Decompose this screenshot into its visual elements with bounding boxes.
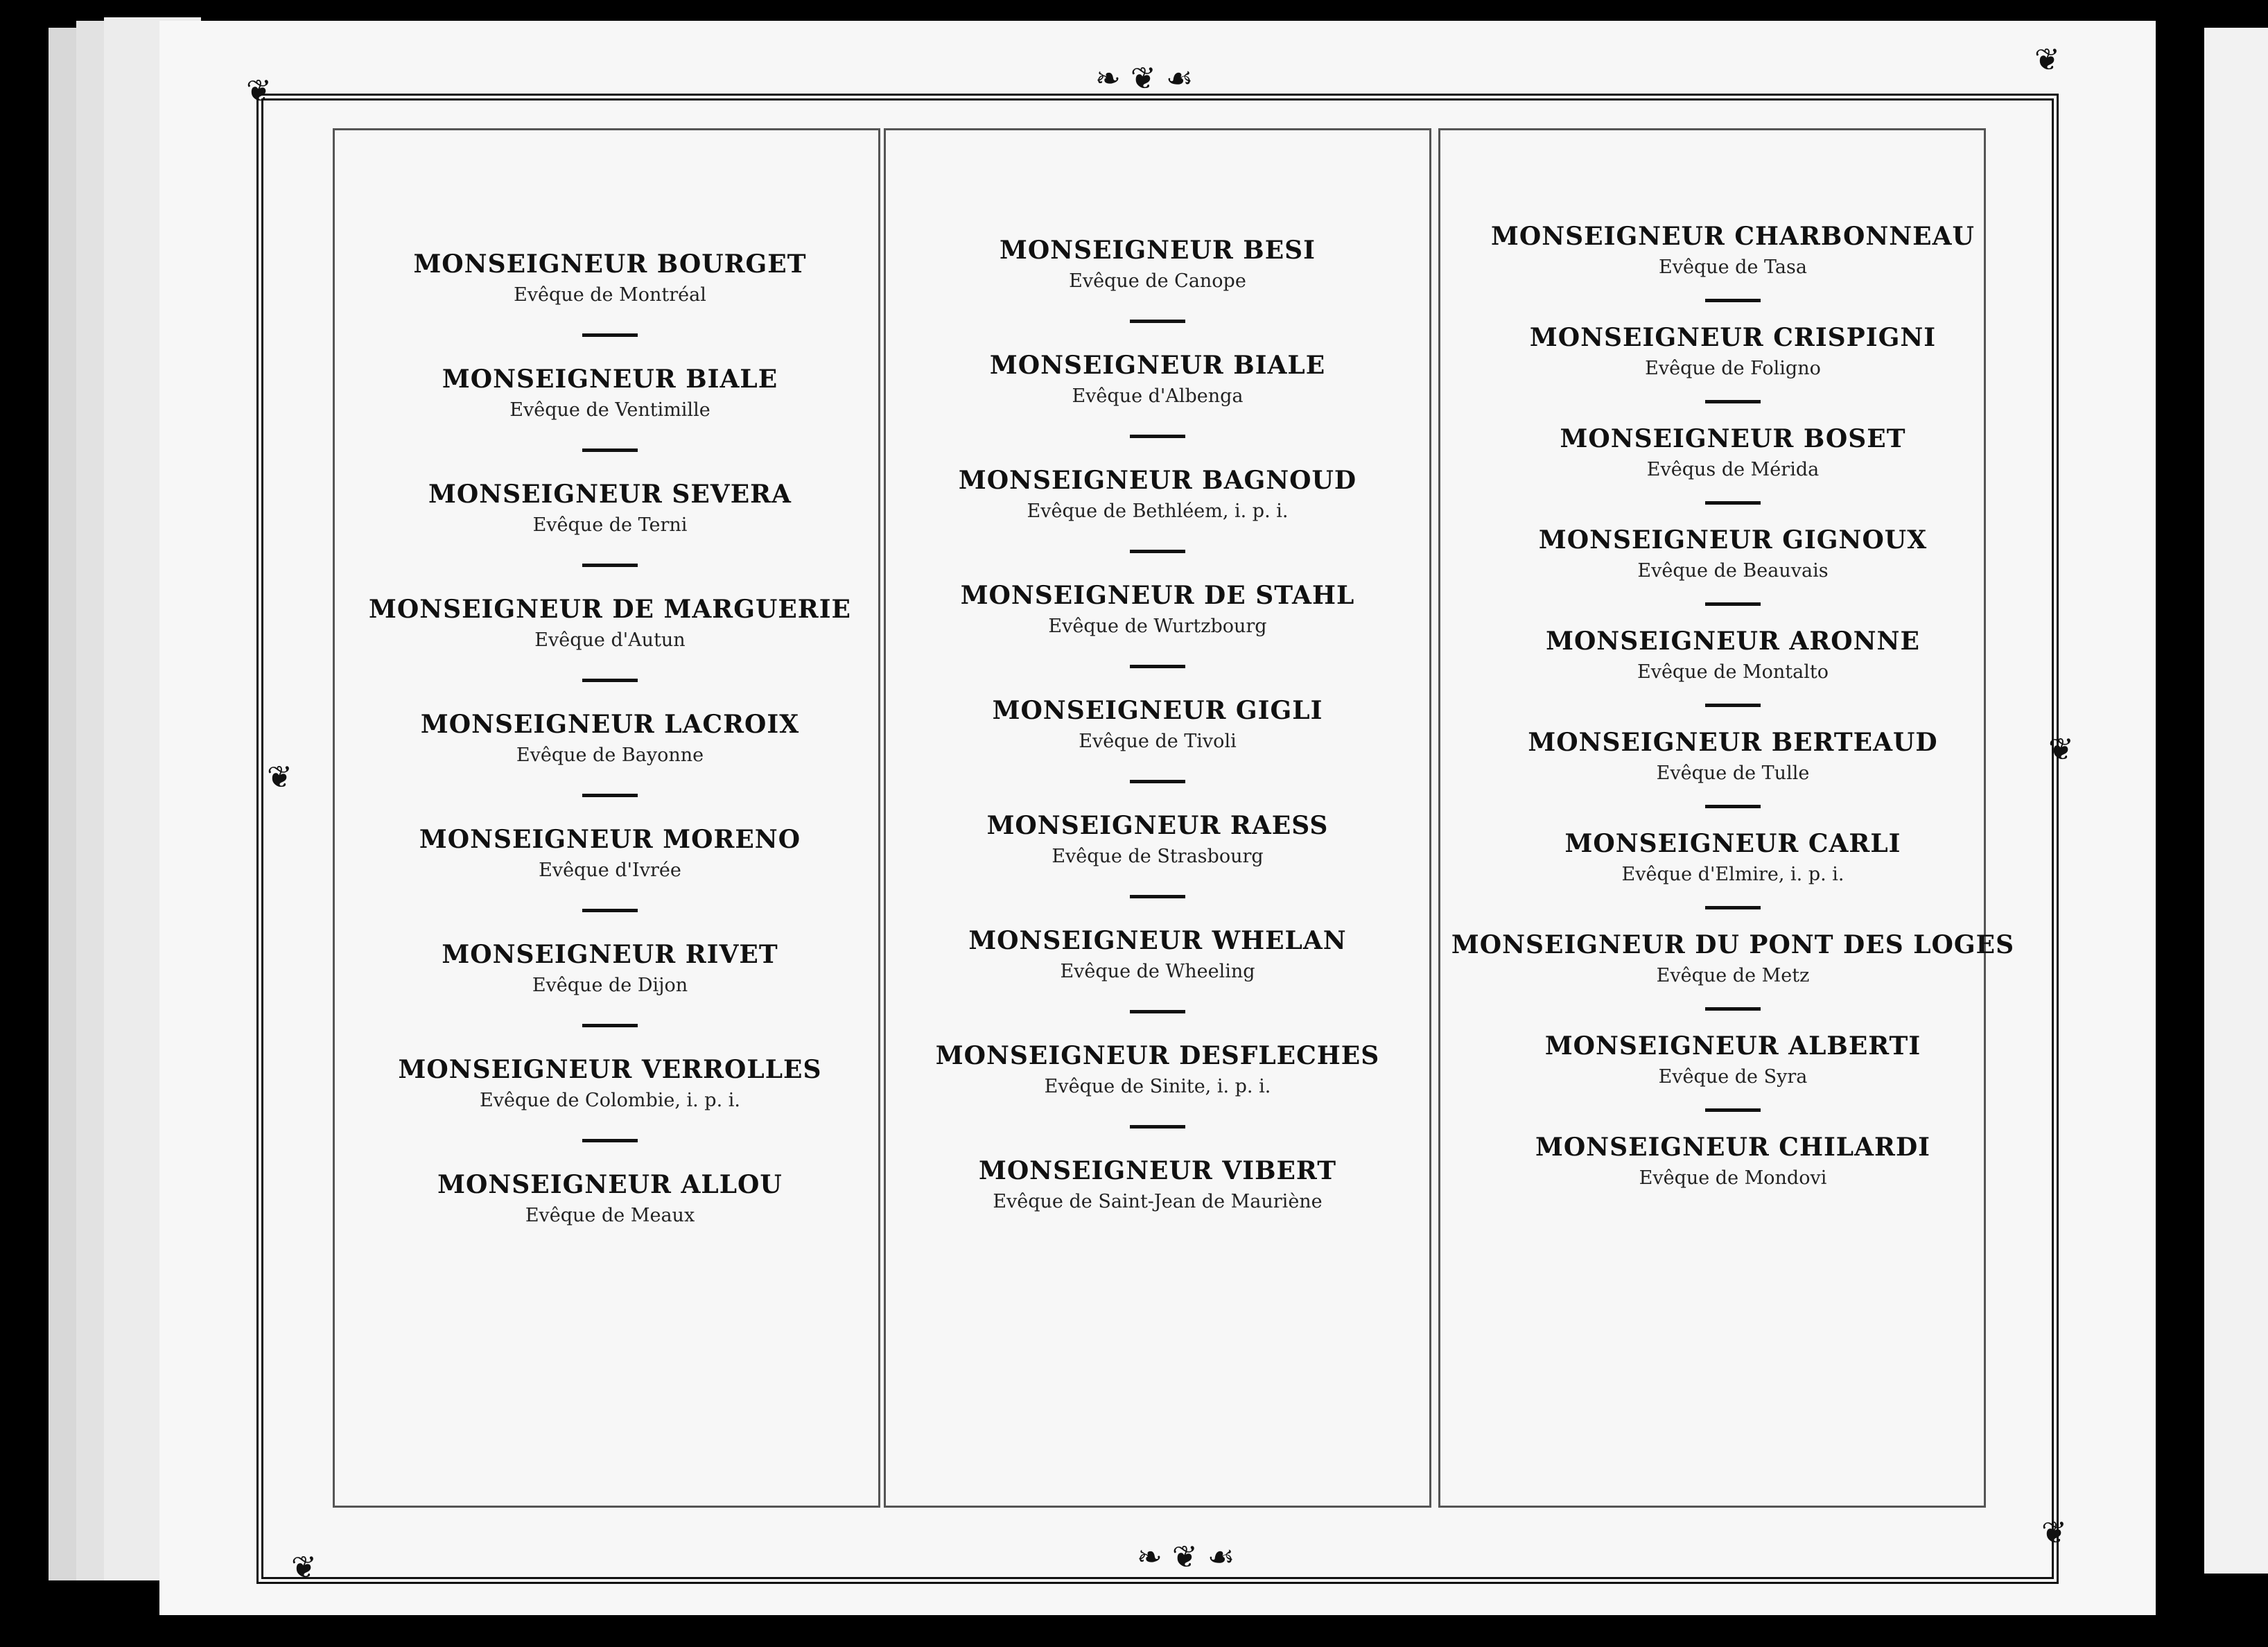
bishop-name: MONSEIGNEUR SEVERA (428, 480, 792, 509)
bishop-entry (437, 1170, 783, 1226)
bishop-name: MONSEIGNEUR BOURGET (413, 250, 807, 279)
bishop-name: MONSEIGNEUR DE STAHL (960, 581, 1355, 610)
bishop-column-right (1451, 222, 2015, 1189)
bishop-see: Evêque de Dijon (532, 975, 688, 996)
corner-ornament-icon: ❦ (291, 1550, 317, 1585)
bishop-entry (959, 466, 1357, 522)
bishop-see: Evêque de Colombie, i. p. i. (480, 1090, 740, 1111)
bishop-name: MONSEIGNEUR CRISPIGNI (1529, 323, 1937, 352)
bishop-entry (936, 1041, 1379, 1097)
entry-separator (1130, 320, 1185, 323)
bishop-entry (419, 825, 801, 881)
bishop-name: MONSEIGNEUR ALBERTI (1544, 1031, 1921, 1061)
bishop-see: Evêque d'Ivrée (539, 860, 681, 881)
bishop-see: Evêque de Metz (1656, 965, 1810, 986)
entry-separator (1705, 299, 1761, 302)
bishop-name: MONSEIGNEUR BAGNOUD (958, 466, 1357, 495)
bishop-entry (1000, 236, 1316, 292)
entry-separator (582, 1139, 638, 1142)
entry-separator (1130, 1125, 1185, 1128)
bishop-entry (1560, 424, 1905, 480)
bishop-name: MONSEIGNEUR CHARBONNEAU (1491, 222, 1975, 251)
bishop-see: Evêque de Sinite, i. p. i. (1044, 1076, 1271, 1097)
bishop-name: MONSEIGNEUR DE MARGUERIE (369, 595, 851, 624)
entry-separator (582, 564, 638, 567)
entry-separator (1705, 906, 1761, 909)
bishop-name: MONSEIGNEUR DESFLECHES (935, 1041, 1380, 1070)
entry-separator (1705, 602, 1761, 606)
entry-separator (1705, 1007, 1761, 1011)
bishop-entry (968, 926, 1346, 982)
bishop-entry (1535, 1133, 1930, 1189)
bishop-column-middle (894, 236, 1421, 1212)
bishop-see: Evêque de Saint-Jean de Mauriène (993, 1191, 1323, 1212)
entry-separator (1130, 665, 1185, 668)
bishop-see: Evêque d'Albenga (1072, 385, 1244, 407)
bishop-entry (442, 940, 778, 996)
bishop-name: MONSEIGNEUR MORENO (419, 825, 801, 854)
bishop-entry (1546, 627, 1920, 683)
entry-separator (1705, 805, 1761, 808)
entry-separator (1130, 780, 1185, 783)
bishop-name: MONSEIGNEUR BOSET (1560, 424, 1906, 453)
bishop-see: Evêque de Tasa (1659, 256, 1807, 278)
bishop-name: MONSEIGNEUR BERTEAUD (1528, 728, 1938, 757)
bishop-entry (1539, 525, 1927, 582)
entry-separator (1130, 1010, 1185, 1013)
bishop-see: Evêque de Foligno (1645, 358, 1821, 379)
bishop-name: MONSEIGNEUR GIGNOUX (1538, 525, 1928, 555)
entry-separator (582, 448, 638, 452)
side-ornament-icon: ❦ (2048, 732, 2074, 767)
bishop-name: MONSEIGNEUR RIVET (442, 940, 778, 969)
entry-separator (1705, 704, 1761, 707)
bishop-entry (369, 595, 851, 651)
entry-separator (582, 679, 638, 682)
bishop-see: Evêque de Meaux (525, 1205, 695, 1226)
bishop-entry (1451, 930, 2014, 986)
bishop-see: Evêque de Syra (1658, 1066, 1808, 1088)
side-ornament-icon: ❦ (267, 760, 293, 795)
entry-separator (1705, 1108, 1761, 1112)
bishop-name: MONSEIGNEUR CARLI (1564, 829, 1901, 858)
bishop-entry (979, 1156, 1336, 1212)
bishop-entry (961, 581, 1355, 637)
bishop-entry (1565, 829, 1901, 885)
bishop-name: MONSEIGNEUR WHELAN (968, 926, 1347, 955)
entry-separator (582, 333, 638, 337)
bishop-see: Evêque de Wheeling (1060, 961, 1255, 982)
flourish-ornament-icon: ❧ ❦ ☙ (1095, 61, 1194, 96)
bishop-see: Evêque de Terni (532, 514, 688, 536)
corner-ornament-icon: ❦ (2034, 42, 2060, 78)
bishop-name: MONSEIGNEUR VIBERT (978, 1156, 1337, 1185)
bishop-see: Evêqus de Mérida (1646, 459, 1820, 480)
bishop-name: MONSEIGNEUR VERROLLES (398, 1055, 822, 1084)
bishop-see: Evêque d'Elmire, i. p. i. (1621, 864, 1844, 885)
bishop-see: Evêque de Strasbourg (1052, 846, 1264, 867)
entry-separator (1705, 501, 1761, 505)
flourish-ornament-icon: ❧ ❦ ☙ (1137, 1540, 1235, 1575)
bishop-see: Evêque de Montréal (514, 284, 706, 306)
bishop-name: MONSEIGNEUR BIALE (989, 351, 1326, 380)
bishop-see: Evêque de Montalto (1637, 661, 1829, 683)
bishop-see: Evêque de Tulle (1656, 762, 1810, 784)
bishop-name: MONSEIGNEUR DU PONT DES LOGES (1451, 930, 2015, 959)
bishop-see: Evêque de Bayonne (516, 744, 704, 766)
next-page-edge (2204, 28, 2268, 1574)
entry-separator (1130, 895, 1185, 898)
bishop-see: Evêque de Wurtzbourg (1048, 616, 1267, 637)
bishop-see: Evêque de Mondovi (1639, 1167, 1827, 1189)
entry-separator (1130, 435, 1185, 438)
bishop-see: Evêque d'Autun (534, 629, 686, 651)
bishop-name: MONSEIGNEUR ARONNE (1546, 627, 1920, 656)
bishop-see: Evêque de Ventimille (509, 399, 710, 421)
entry-separator (582, 1024, 638, 1027)
bishop-name: MONSEIGNEUR LACROIX (420, 710, 800, 739)
corner-ornament-icon: ❦ (246, 73, 272, 109)
bishop-entry (421, 710, 799, 766)
bishop-entry (990, 351, 1325, 407)
bishop-entry (987, 811, 1329, 867)
bishop-entry (442, 365, 778, 421)
bishop-entry (1528, 728, 1937, 784)
corner-ornament-icon: ❦ (2041, 1515, 2067, 1551)
bishop-see: Evêque de Bethléem, i. p. i. (1027, 500, 1289, 522)
bishop-entry (428, 480, 792, 536)
bishop-name: MONSEIGNEUR GIGLI (992, 696, 1323, 725)
bishop-name: MONSEIGNEUR CHILARDI (1535, 1133, 1931, 1162)
bishop-entry (1545, 1031, 1921, 1088)
bishop-see: Evêque de Beauvais (1637, 560, 1829, 582)
entry-separator (1705, 400, 1761, 403)
entry-separator (582, 794, 638, 797)
bishop-entry (1530, 323, 1936, 379)
bishop-see: Evêque de Tivoli (1079, 731, 1237, 752)
bishop-column-left (347, 250, 873, 1226)
entry-separator (582, 909, 638, 912)
bishop-name: MONSEIGNEUR RAESS (986, 811, 1329, 840)
bishop-see: Evêque de Canope (1069, 270, 1246, 292)
bishop-name: MONSEIGNEUR BIALE (442, 365, 778, 394)
bishop-name: MONSEIGNEUR ALLOU (437, 1170, 783, 1199)
bishop-entry (413, 250, 806, 306)
bishop-name: MONSEIGNEUR BESI (999, 236, 1316, 265)
bishop-entry (399, 1055, 822, 1111)
entry-separator (1130, 550, 1185, 553)
bishop-entry (993, 696, 1323, 752)
bishop-entry (1491, 222, 1975, 278)
